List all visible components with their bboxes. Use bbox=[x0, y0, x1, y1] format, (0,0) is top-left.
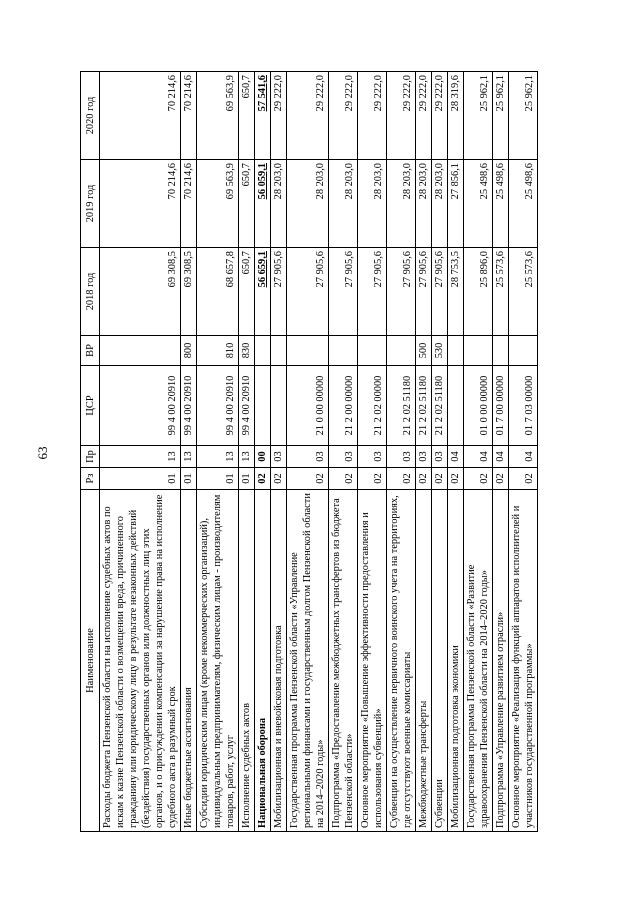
row-value-2019: 28 203,0 bbox=[387, 160, 416, 248]
row-csr: 99 4 00 20910 bbox=[197, 366, 239, 446]
table-row bbox=[255, 72, 271, 832]
row-value-2019: 25 498,6 bbox=[493, 160, 509, 248]
row-name: Иные бюджетные ассигнования bbox=[181, 490, 197, 832]
row-value-2019: 28 203,0 bbox=[358, 160, 387, 248]
header-year-2018: 2018 год bbox=[81, 248, 100, 336]
row-value-2019: 28 203,0 bbox=[416, 160, 432, 248]
row-rz: 01 bbox=[197, 468, 239, 490]
table-row bbox=[387, 72, 416, 832]
row-vr bbox=[493, 336, 509, 366]
row-csr: 21 2 02 51180 bbox=[416, 366, 432, 446]
table-row bbox=[432, 72, 448, 832]
row-value-2019: 69 563,9 bbox=[197, 160, 239, 248]
table-row bbox=[358, 72, 387, 832]
row-rz: 01 bbox=[181, 468, 197, 490]
row-name: Государственная программа Пензенской области «Развитие здравоохранения Пензенской области на 2014–2020 годы» bbox=[464, 490, 493, 832]
row-pr: 03 bbox=[271, 446, 287, 468]
row-vr: 830 bbox=[239, 336, 255, 366]
row-pr: 13 bbox=[100, 446, 181, 468]
row-rz: 02 bbox=[448, 468, 464, 490]
row-rz: 01 bbox=[239, 468, 255, 490]
table-row bbox=[271, 72, 287, 832]
row-pr: 03 bbox=[358, 446, 387, 468]
row-value-2020: 29 222,0 bbox=[416, 72, 432, 160]
row-value-2018: 68 657,8 bbox=[197, 248, 239, 336]
row-csr: 21 2 02 00000 bbox=[358, 366, 387, 446]
row-value-2019: 27 856,1 bbox=[448, 160, 464, 248]
row-value-2020: 29 222,0 bbox=[432, 72, 448, 160]
row-pr: 03 bbox=[432, 446, 448, 468]
row-value-2019: 70 214,6 bbox=[181, 160, 197, 248]
row-vr bbox=[464, 336, 493, 366]
row-name: Межбюджетные трансферты bbox=[416, 490, 432, 832]
row-name: Национальная оборона bbox=[255, 490, 271, 832]
row-rz: 02 bbox=[271, 468, 287, 490]
row-value-2020: 650,7 bbox=[239, 72, 255, 160]
row-pr: 00 bbox=[255, 446, 271, 468]
row-csr: 21 2 02 51180 bbox=[387, 366, 416, 446]
row-vr bbox=[387, 336, 416, 366]
row-value-2018: 25 573,6 bbox=[509, 248, 538, 336]
row-rz: 02 bbox=[329, 468, 358, 490]
row-pr: 13 bbox=[197, 446, 239, 468]
row-value-2018: 27 905,6 bbox=[432, 248, 448, 336]
row-vr bbox=[358, 336, 387, 366]
row-csr: 21 0 00 00000 bbox=[287, 366, 329, 446]
row-name: Мобилизационная подготовка экономики bbox=[448, 490, 464, 832]
row-value-2020: 25 962,1 bbox=[493, 72, 509, 160]
row-rz: 02 bbox=[432, 468, 448, 490]
row-pr: 03 bbox=[387, 446, 416, 468]
row-rz: 02 bbox=[387, 468, 416, 490]
table-row bbox=[509, 72, 538, 832]
row-value-2018: 27 905,6 bbox=[358, 248, 387, 336]
row-csr: 99 4 00 20910 bbox=[100, 366, 181, 446]
row-csr: 01 7 03 00000 bbox=[509, 366, 538, 446]
row-pr: 04 bbox=[448, 446, 464, 468]
row-value-2018: 25 573,6 bbox=[493, 248, 509, 336]
table-body bbox=[100, 72, 538, 832]
row-name: Расходы бюджета Пензенской области на исполнение судебных актов по искам к казне Пензенской области о возмещении вреда, причиненного гражданину или юридическому лицу в результате незаконных действий (бездействия) государственных органов или должностных лиц этих органов, и о присуждении компенсации за нарушение права на исполнение судебного акта в разумный срок bbox=[100, 490, 181, 832]
header-name: Наименование bbox=[81, 490, 100, 832]
table-row bbox=[100, 72, 181, 832]
row-vr bbox=[287, 336, 329, 366]
row-value-2020: 29 222,0 bbox=[271, 72, 287, 160]
row-vr bbox=[255, 336, 271, 366]
row-vr bbox=[100, 336, 181, 366]
budget-table bbox=[80, 71, 538, 832]
row-vr bbox=[509, 336, 538, 366]
row-value-2018: 69 308,5 bbox=[100, 248, 181, 336]
row-vr: 800 bbox=[181, 336, 197, 366]
row-csr: 21 2 00 00000 bbox=[329, 366, 358, 446]
row-pr: 03 bbox=[416, 446, 432, 468]
row-value-2019: 28 203,0 bbox=[271, 160, 287, 248]
row-value-2018: 69 308,5 bbox=[181, 248, 197, 336]
row-value-2020: 29 222,0 bbox=[358, 72, 387, 160]
table-row bbox=[197, 72, 239, 832]
row-value-2020: 25 962,1 bbox=[464, 72, 493, 160]
row-value-2018: 28 753,5 bbox=[448, 248, 464, 336]
row-csr: 99 4 00 20910 bbox=[239, 366, 255, 446]
row-pr: 03 bbox=[287, 446, 329, 468]
header-vr: ВР bbox=[81, 336, 100, 366]
table-header-row bbox=[81, 72, 100, 832]
row-vr bbox=[329, 336, 358, 366]
row-value-2019: 28 203,0 bbox=[432, 160, 448, 248]
row-pr: 13 bbox=[239, 446, 255, 468]
row-rz: 02 bbox=[509, 468, 538, 490]
table-rotation-frame bbox=[80, 72, 612, 832]
row-value-2018: 56 659,1 bbox=[255, 248, 271, 336]
row-name: Подпрограмма «Предоставление межбюджетных трансфертов из бюджета Пензенской области» bbox=[329, 490, 358, 832]
row-pr: 04 bbox=[509, 446, 538, 468]
row-name: Субсидии юридическим лицам (кроме некоммерческих организаций), индивидуальным предпринимателям, физическим лицам - производителям товаров, работ, услуг bbox=[197, 490, 239, 832]
row-pr: 03 bbox=[329, 446, 358, 468]
header-pr: Пр bbox=[81, 446, 100, 468]
header-csr: ЦСР bbox=[81, 366, 100, 446]
header-year-2019: 2019 год bbox=[81, 160, 100, 248]
row-name: Основное мероприятие «Реализация функций аппаратов исполнителей и участников государственной программы» bbox=[509, 490, 538, 832]
row-value-2020: 70 214,6 bbox=[181, 72, 197, 160]
row-value-2020: 29 222,0 bbox=[387, 72, 416, 160]
header-rz: Рз bbox=[81, 468, 100, 490]
row-pr: 13 bbox=[181, 446, 197, 468]
row-value-2020: 28 319,6 bbox=[448, 72, 464, 160]
row-value-2018: 27 905,6 bbox=[387, 248, 416, 336]
row-rz: 02 bbox=[493, 468, 509, 490]
table-row bbox=[493, 72, 509, 832]
table-row bbox=[464, 72, 493, 832]
row-name: Подпрограмма «Управление развитием отрасли» bbox=[493, 490, 509, 832]
table-row bbox=[287, 72, 329, 832]
row-value-2020: 70 214,6 bbox=[100, 72, 181, 160]
row-name: Исполнение судебных актов bbox=[239, 490, 255, 832]
row-rz: 02 bbox=[287, 468, 329, 490]
row-value-2020: 29 222,0 bbox=[329, 72, 358, 160]
row-vr: 810 bbox=[197, 336, 239, 366]
row-value-2018: 650,7 bbox=[239, 248, 255, 336]
row-value-2019: 56 059,1 bbox=[255, 160, 271, 248]
row-value-2020: 57 541,6 bbox=[255, 72, 271, 160]
row-value-2019: 25 498,6 bbox=[509, 160, 538, 248]
row-csr bbox=[448, 366, 464, 446]
row-rz: 01 bbox=[100, 468, 181, 490]
row-value-2018: 25 896,0 bbox=[464, 248, 493, 336]
row-vr: 530 bbox=[432, 336, 448, 366]
table-row bbox=[416, 72, 432, 832]
header-year-2020: 2020 год bbox=[81, 72, 100, 160]
row-value-2020: 29 222,0 bbox=[287, 72, 329, 160]
row-vr bbox=[448, 336, 464, 366]
row-value-2019: 28 203,0 bbox=[287, 160, 329, 248]
row-value-2018: 27 905,6 bbox=[416, 248, 432, 336]
row-pr: 04 bbox=[493, 446, 509, 468]
table-row bbox=[239, 72, 255, 832]
row-name: Основное мероприятие «Повышение эффективности предоставления и использования субвенций» bbox=[358, 490, 387, 832]
row-csr: 01 7 00 00000 bbox=[493, 366, 509, 446]
row-pr: 04 bbox=[464, 446, 493, 468]
row-csr bbox=[271, 366, 287, 446]
row-value-2019: 25 498,6 bbox=[464, 160, 493, 248]
table-row bbox=[448, 72, 464, 832]
row-name: Государственная программа Пензенской области «Управление региональными финансами и государственным долгом Пензенской области на 2014–2020 годы» bbox=[287, 490, 329, 832]
table-row bbox=[329, 72, 358, 832]
row-value-2018: 27 905,6 bbox=[271, 248, 287, 336]
row-value-2018: 27 905,6 bbox=[287, 248, 329, 336]
row-name: Субвенции bbox=[432, 490, 448, 832]
row-csr: 99 4 00 20910 bbox=[181, 366, 197, 446]
row-name: Субвенции на осуществление первичного воинского учета на территориях, где отсутствуют военные комиссариаты bbox=[387, 490, 416, 832]
row-value-2018: 27 905,6 bbox=[329, 248, 358, 336]
row-name: Мобилизационная и вневойсковая подготовка bbox=[271, 490, 287, 832]
row-rz: 02 bbox=[416, 468, 432, 490]
row-csr bbox=[255, 366, 271, 446]
row-rz: 02 bbox=[255, 468, 271, 490]
row-value-2019: 650,7 bbox=[239, 160, 255, 248]
row-value-2019: 70 214,6 bbox=[100, 160, 181, 248]
page-number: 63 bbox=[35, 446, 50, 460]
row-csr: 21 2 02 51180 bbox=[432, 366, 448, 446]
row-rz: 02 bbox=[358, 468, 387, 490]
row-vr bbox=[271, 336, 287, 366]
row-value-2020: 69 563,9 bbox=[197, 72, 239, 160]
row-vr: 500 bbox=[416, 336, 432, 366]
row-value-2019: 28 203,0 bbox=[329, 160, 358, 248]
row-rz: 02 bbox=[464, 468, 493, 490]
row-value-2020: 25 962,1 bbox=[509, 72, 538, 160]
table-row bbox=[181, 72, 197, 832]
row-csr: 01 0 00 00000 bbox=[464, 366, 493, 446]
